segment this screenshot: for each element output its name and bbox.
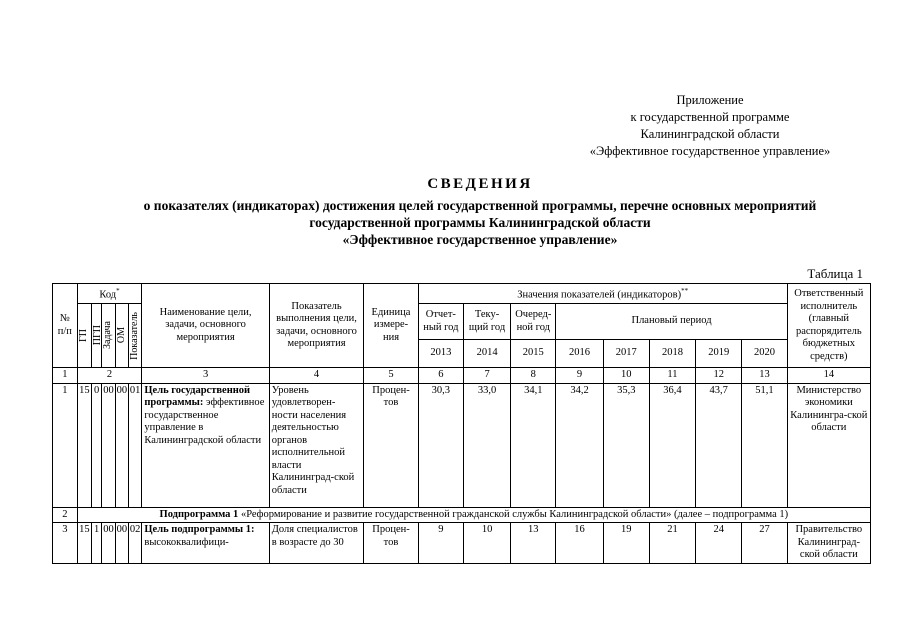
subprogram-header	[77, 507, 870, 523]
table-row	[53, 523, 871, 564]
col-number: 11	[649, 368, 695, 384]
subprogram-text: «Реформирование и развитие государственной гражданской службы Калининградской области» (далее – подпрограмма 1)	[240, 508, 789, 520]
col-number: 2	[77, 368, 142, 384]
year-cell: 2017	[603, 340, 649, 368]
annex-line: Приложение	[676, 93, 744, 107]
header-num: № п/п	[53, 284, 78, 368]
year-cell: 2013	[418, 340, 463, 368]
responsible: Министерство экономики Калинингра-ской области	[787, 383, 870, 507]
year-cell: 2020	[742, 340, 787, 368]
code-pgp: 0	[92, 383, 102, 507]
header-responsible: Ответственный исполнитель (главный распорядитель бюджетных средств)	[787, 284, 870, 368]
value-cell: 43,7	[696, 383, 742, 507]
year-cell: 2019	[696, 340, 742, 368]
header-code-gp	[77, 304, 91, 368]
value-cell: 34,1	[511, 383, 556, 507]
row-num: 1	[53, 383, 78, 507]
header-values-label: Значения показателей (индикаторов)	[517, 289, 682, 301]
header-next-year: Очеред-ной год	[511, 304, 556, 340]
goal-name	[142, 523, 269, 564]
col-number: 3	[142, 368, 269, 384]
col-number: 1	[53, 368, 78, 384]
indicators-table	[52, 283, 871, 564]
col-number: 14	[787, 368, 870, 384]
col-number: 9	[556, 368, 603, 384]
header-code-task-label: Задача	[102, 321, 114, 350]
value-cell: 21	[649, 523, 695, 564]
col-number: 6	[418, 368, 463, 384]
goal-label: Цель подпрограммы 1:	[144, 524, 255, 535]
title-heading: СВЕДЕНИЯ	[427, 176, 533, 192]
code-gp: 15	[77, 383, 91, 507]
row-num: 3	[53, 523, 78, 564]
value-cell: 34,2	[556, 383, 603, 507]
annex-line: «Эффективное государственное управление»	[589, 144, 831, 158]
header-code-label: Код	[99, 289, 117, 301]
annex-line: к государственной программе	[630, 110, 790, 124]
unit: Процен-тов	[364, 523, 418, 564]
value-cell: 19	[603, 523, 649, 564]
goal-name	[142, 383, 269, 507]
header-code-gp-label: ГП	[78, 328, 90, 342]
header-code-ind-label: Показатель	[128, 311, 140, 360]
col-number: 13	[742, 368, 787, 384]
indicator-name: Доля специалистов в возрасте до 30	[269, 523, 364, 564]
title-line: «Эффективное государственное управление»	[342, 232, 618, 247]
col-number: 12	[696, 368, 742, 384]
document-title	[100, 176, 860, 248]
table-row	[53, 507, 871, 523]
code-om: 00	[115, 383, 128, 507]
header-code	[77, 284, 142, 304]
value-cell: 36,4	[649, 383, 695, 507]
header-unit: Единица измере-ния	[364, 284, 418, 368]
code-ind: 01	[128, 383, 141, 507]
footnote-mark: *	[116, 287, 120, 295]
code-gp: 15	[77, 523, 91, 564]
unit: Процен-тов	[364, 383, 418, 507]
year-cell: 2018	[649, 340, 695, 368]
header-indicator: Показатель выполнения цели, задачи, основного мероприятия	[269, 284, 364, 368]
year-cell: 2016	[556, 340, 603, 368]
indicator-name: Уровень удовлетворен-ности населения деятельностью органов исполнительной власти Калининград-ской области	[269, 383, 364, 507]
header-values	[418, 284, 787, 304]
value-cell: 24	[696, 523, 742, 564]
title-line: государственной программы Калининградской области	[309, 215, 651, 230]
header-code-pgp	[92, 304, 102, 368]
header-code-task	[102, 304, 115, 368]
header-plan-period: Плановый период	[556, 304, 787, 340]
code-ind: 02	[128, 523, 141, 564]
col-number: 7	[463, 368, 510, 384]
header-current-year: Теку-щий год	[463, 304, 510, 340]
header-name: Наименование цели, задачи, основного мероприятия	[142, 284, 269, 368]
code-om: 00	[115, 523, 128, 564]
goal-text: высококвалифици-	[144, 536, 229, 548]
footnote-mark: **	[681, 287, 689, 295]
title-line: о показателях (индикаторах) достижения целей государственной программы, перечне основных мероприятий	[143, 198, 817, 213]
col-number: 5	[364, 368, 418, 384]
code-task: 00	[102, 523, 115, 564]
goal-text: эффективное государственное управление в Калининградской области	[144, 397, 265, 446]
col-number: 4	[269, 368, 364, 384]
goal-label: Цель государственной программы:	[144, 384, 251, 408]
annex-block	[560, 92, 860, 160]
value-cell: 33,0	[463, 383, 510, 507]
value-cell: 16	[556, 523, 603, 564]
header-code-pgp-label: ПГП	[92, 325, 104, 346]
value-cell: 30,3	[418, 383, 463, 507]
year-cell: 2014	[463, 340, 510, 368]
table-label: Таблица 1	[807, 266, 863, 281]
value-cell: 51,1	[742, 383, 787, 507]
header-report-year: Отчет-ный год	[418, 304, 463, 340]
code-pgp: 1	[92, 523, 102, 564]
value-cell: 13	[511, 523, 556, 564]
column-number-row	[53, 368, 871, 384]
year-cell: 2015	[511, 340, 556, 368]
annex-line: Калининградской области	[640, 127, 780, 141]
code-task: 00	[102, 383, 115, 507]
header-code-om-label: ОМ	[115, 327, 127, 344]
col-number: 8	[511, 368, 556, 384]
table-row	[53, 383, 871, 507]
header-code-om	[115, 304, 128, 368]
value-cell: 27	[742, 523, 787, 564]
row-num: 2	[53, 507, 78, 523]
col-number: 10	[603, 368, 649, 384]
value-cell: 10	[463, 523, 510, 564]
subprogram-label: Подпрограмма 1	[159, 508, 239, 520]
responsible: Правительство Калининград-ской области	[787, 523, 870, 564]
value-cell: 9	[418, 523, 463, 564]
header-code-ind	[128, 304, 141, 368]
value-cell: 35,3	[603, 383, 649, 507]
